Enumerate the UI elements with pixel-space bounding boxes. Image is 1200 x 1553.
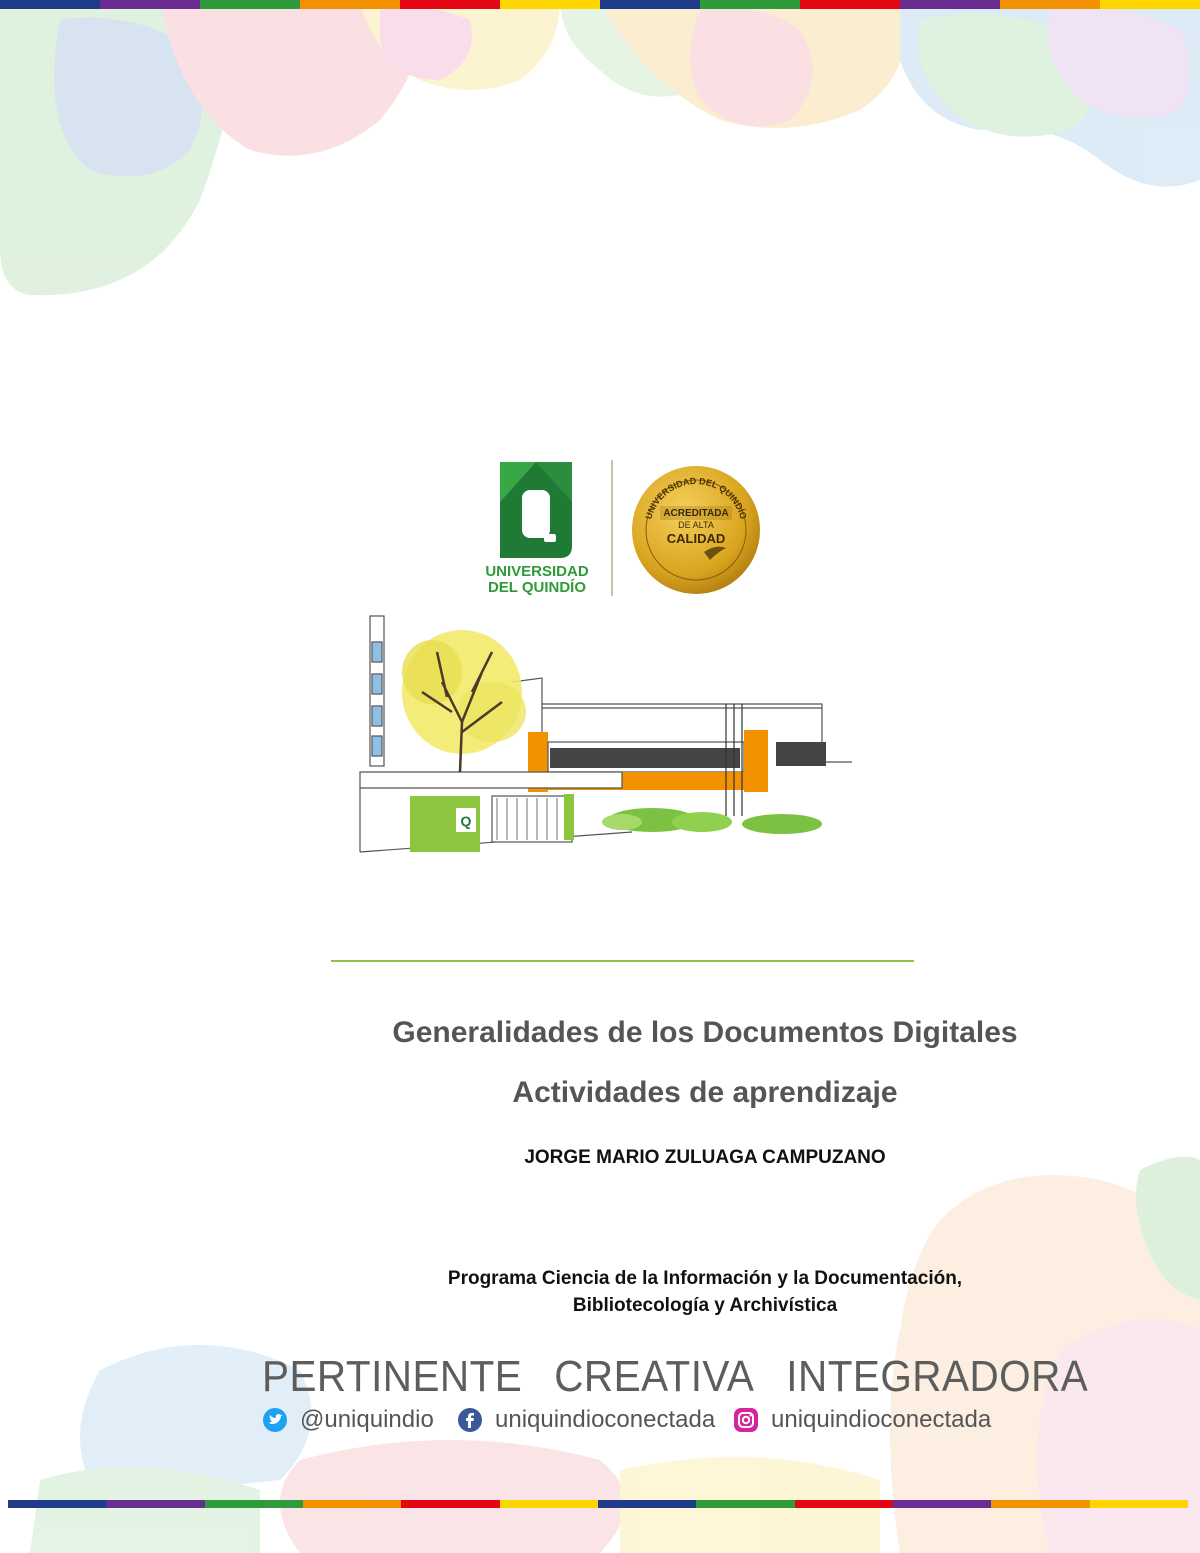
stripe-segment	[893, 1500, 991, 1508]
stripe-segment	[500, 0, 600, 9]
document-author: JORGE MARIO ZULUAGA CAMPUZANO	[524, 1147, 886, 1168]
stripe-segment	[696, 1500, 794, 1508]
stripe-segment	[500, 1500, 598, 1508]
slogan-word: PERTINENTE	[262, 1352, 523, 1401]
title-separator-line	[331, 960, 914, 962]
svg-text:ACREDITADA: ACREDITADA	[663, 508, 729, 519]
accreditation-seal	[630, 464, 762, 596]
svg-text:Q: Q	[460, 813, 472, 829]
document-title: Generalidades de los Documentos Digitales	[392, 1016, 1018, 1049]
institutional-slogan	[262, 1352, 1089, 1402]
stripe-segment	[900, 0, 1000, 9]
program-line-2: Bibliotecología y Archivística	[572, 1295, 838, 1316]
slogan-word: INTEGRADORA	[786, 1352, 1089, 1401]
stripe-segment	[1000, 0, 1100, 9]
stripe-segment	[205, 1500, 303, 1508]
twitter-handle: @uniquindio	[300, 1406, 434, 1433]
facebook-icon	[457, 1407, 483, 1433]
stripe-segment	[795, 1500, 893, 1508]
twitter-link[interactable]	[262, 1405, 434, 1435]
slogan-word: CREATIVA	[554, 1352, 755, 1401]
stripe-segment	[600, 0, 700, 9]
campus-building-illustration	[352, 612, 862, 874]
stripe-segment	[401, 1500, 499, 1508]
stripe-segment	[100, 0, 200, 9]
instagram-handle: uniquindioconectada	[771, 1406, 992, 1433]
program-line-1: Programa Ciencia de la Información y la Documentación,	[447, 1268, 963, 1289]
twitter-icon	[262, 1407, 288, 1433]
stripe-segment	[700, 0, 800, 9]
stripe-segment	[400, 0, 500, 9]
tree-illustration	[402, 630, 526, 772]
stripe-segment	[1100, 0, 1200, 9]
academic-program	[305, 1265, 1105, 1319]
stripe-segment	[106, 1500, 204, 1508]
facebook-link[interactable]	[457, 1405, 715, 1435]
facebook-handle: uniquindioconectada	[495, 1406, 716, 1433]
stripe-segment	[8, 1500, 106, 1508]
stripe-segment	[0, 0, 100, 9]
stripe-segment	[800, 0, 900, 9]
svg-text:UNIVERSIDAD DEL QUINDÍO: UNIVERSIDAD DEL QUINDÍO	[643, 475, 749, 521]
logo-divider	[611, 460, 613, 596]
stripe-segment	[1090, 1500, 1188, 1508]
university-name: UNIVERSIDAD DEL QUINDÍO	[485, 563, 589, 596]
shrubs-illustration	[602, 808, 822, 834]
stripe-segment	[991, 1500, 1089, 1508]
svg-text:CALIDAD: CALIDAD	[666, 531, 726, 546]
document-subtitle: Actividades de aprendizaje	[512, 1076, 898, 1109]
university-logo	[482, 462, 592, 602]
stripe-segment	[300, 0, 400, 9]
instagram-link[interactable]	[733, 1405, 991, 1435]
svg-text:DE ALTA: DE ALTA	[678, 520, 714, 530]
bottom-color-stripe	[8, 1500, 1188, 1508]
stripe-segment	[598, 1500, 696, 1508]
top-color-stripe	[0, 0, 1200, 9]
instagram-icon	[733, 1407, 759, 1433]
stripe-segment	[200, 0, 300, 9]
stripe-segment	[303, 1500, 401, 1508]
uq-shield-icon	[500, 462, 572, 558]
